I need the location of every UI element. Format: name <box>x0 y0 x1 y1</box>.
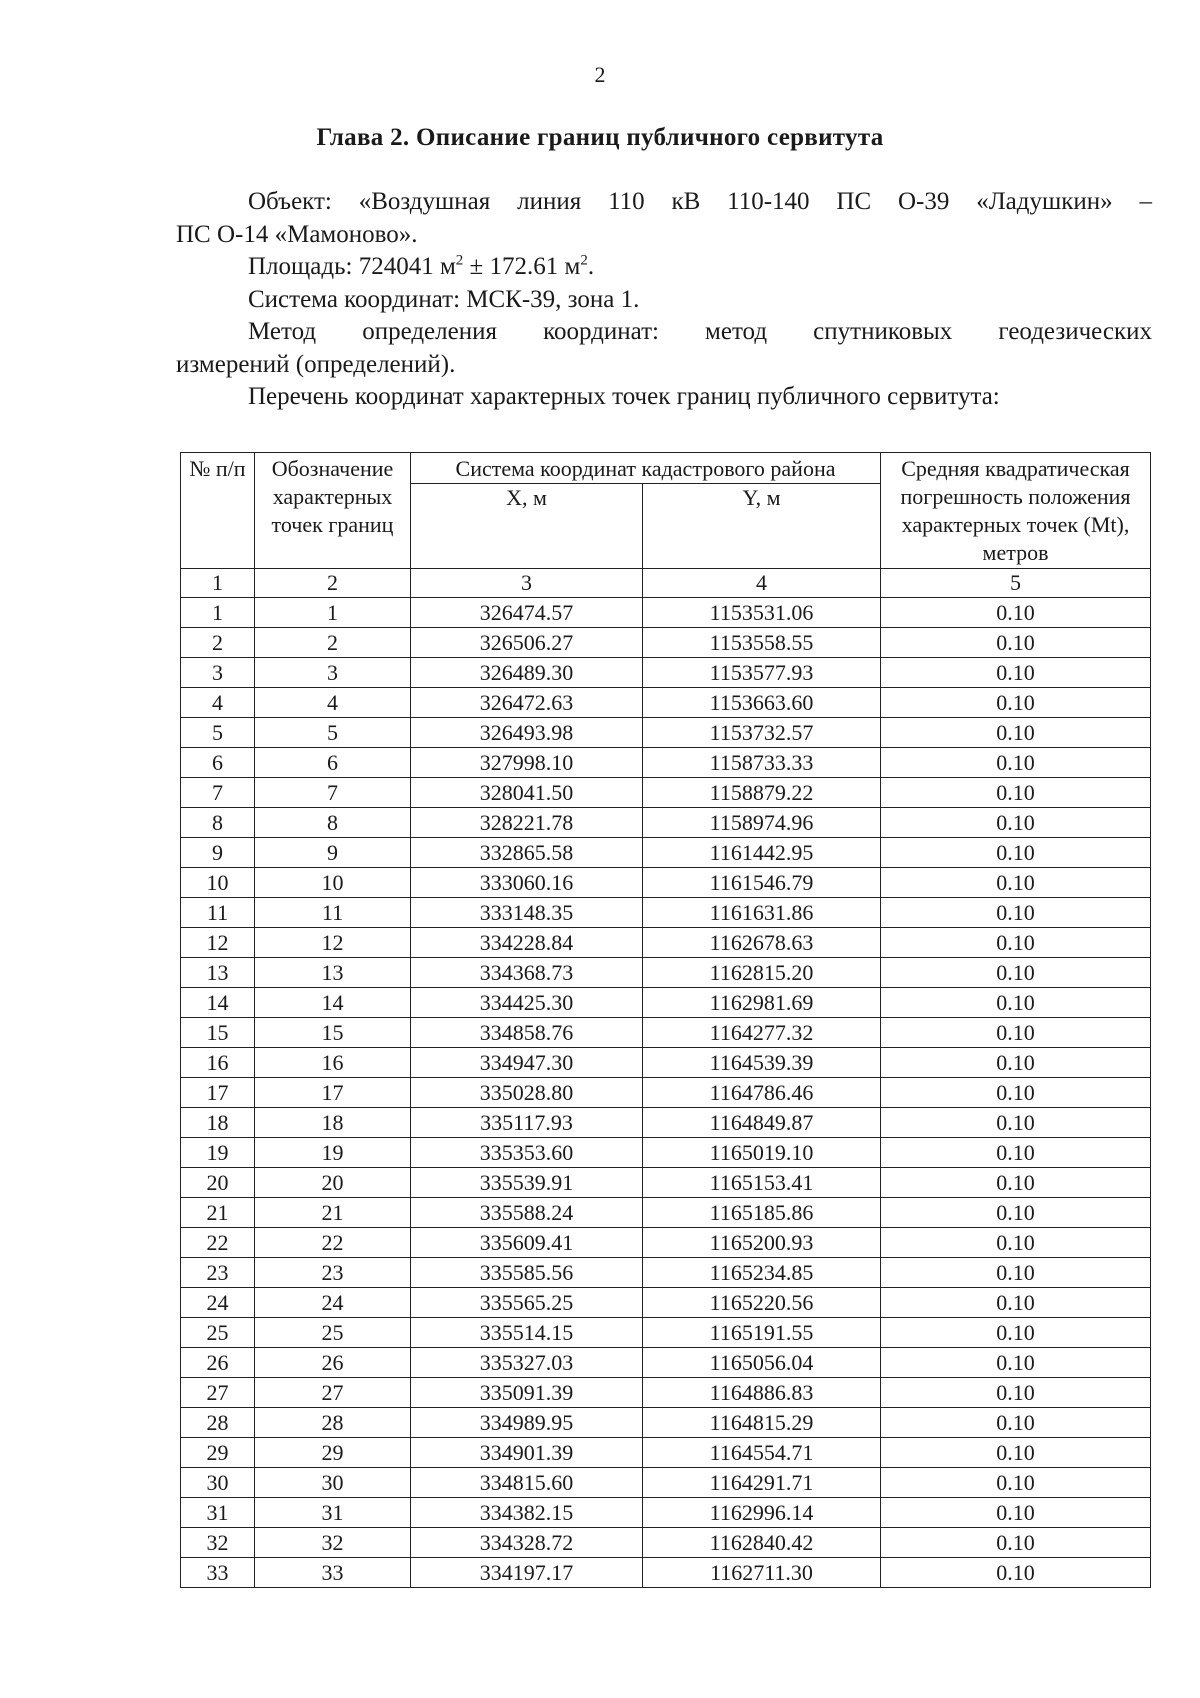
point-designation-cell: 12 <box>255 928 411 958</box>
table-row <box>181 808 1151 838</box>
y-coordinate-cell: 1164277.32 <box>643 1018 881 1048</box>
point-number-cell: 2 <box>181 628 255 658</box>
table-row <box>181 1108 1151 1138</box>
point-number-cell: 21 <box>181 1198 255 1228</box>
x-coordinate-cell: 335514.15 <box>411 1318 643 1348</box>
point-number-cell: 1 <box>181 598 255 628</box>
table-body <box>181 569 1151 1588</box>
error-cell: 0.10 <box>881 1168 1151 1198</box>
point-number-cell: 9 <box>181 838 255 868</box>
error-cell: 0.10 <box>881 658 1151 688</box>
table-row <box>181 718 1151 748</box>
y-coordinate-cell: 1153558.55 <box>643 628 881 658</box>
point-designation-cell: 23 <box>255 1258 411 1288</box>
error-cell: 0.10 <box>881 778 1151 808</box>
point-designation-cell: 18 <box>255 1108 411 1138</box>
point-designation-cell: 7 <box>255 778 411 808</box>
x-coordinate-cell: 334815.60 <box>411 1468 643 1498</box>
y-coordinate-cell: 1165153.41 <box>643 1168 881 1198</box>
table-row <box>181 838 1151 868</box>
point-number-cell: 26 <box>181 1348 255 1378</box>
column-index-cell: 5 <box>881 569 1151 598</box>
table-row <box>181 1378 1151 1408</box>
y-coordinate-cell: 1165220.56 <box>643 1288 881 1318</box>
table-row <box>181 1078 1151 1108</box>
area-superscript: 2 <box>455 252 464 269</box>
point-designation-cell: 21 <box>255 1198 411 1228</box>
area-tolerance: ± 172.61 м <box>463 253 581 280</box>
point-number-cell: 25 <box>181 1318 255 1348</box>
point-number-cell: 14 <box>181 988 255 1018</box>
y-coordinate-cell: 1165234.85 <box>643 1258 881 1288</box>
error-cell: 0.10 <box>881 688 1151 718</box>
x-coordinate-cell: 335028.80 <box>411 1078 643 1108</box>
point-number-cell: 5 <box>181 718 255 748</box>
x-coordinate-cell: 327998.10 <box>411 748 643 778</box>
point-number-cell: 15 <box>181 1018 255 1048</box>
table-row <box>181 658 1151 688</box>
error-cell: 0.10 <box>881 1228 1151 1258</box>
x-coordinate-cell: 326472.63 <box>411 688 643 718</box>
point-number-cell: 6 <box>181 748 255 778</box>
point-designation-cell: 30 <box>255 1468 411 1498</box>
area-superscript-2: 2 <box>580 252 588 269</box>
x-coordinate-cell: 326506.27 <box>411 628 643 658</box>
error-cell: 0.10 <box>881 958 1151 988</box>
error-cell: 0.10 <box>881 1348 1151 1378</box>
x-coordinate-cell: 334328.72 <box>411 1528 643 1558</box>
y-coordinate-cell: 1165056.04 <box>643 1348 881 1378</box>
point-number-cell: 13 <box>181 958 255 988</box>
point-number-cell: 31 <box>181 1498 255 1528</box>
x-coordinate-cell: 335327.03 <box>411 1348 643 1378</box>
point-number-cell: 19 <box>181 1138 255 1168</box>
error-cell: 0.10 <box>881 1018 1151 1048</box>
y-coordinate-cell: 1164886.83 <box>643 1378 881 1408</box>
error-cell: 0.10 <box>881 1318 1151 1348</box>
y-coordinate-cell: 1153577.93 <box>643 658 881 688</box>
error-cell: 0.10 <box>881 598 1151 628</box>
x-coordinate-cell: 326493.98 <box>411 718 643 748</box>
header-number-label: № п/п <box>189 456 246 481</box>
error-cell: 0.10 <box>881 808 1151 838</box>
y-coordinate-cell: 1153732.57 <box>643 718 881 748</box>
x-coordinate-cell: 334901.39 <box>411 1438 643 1468</box>
error-cell: 0.10 <box>881 628 1151 658</box>
x-coordinate-cell: 333148.35 <box>411 898 643 928</box>
point-designation-cell: 1 <box>255 598 411 628</box>
point-designation-cell: 3 <box>255 658 411 688</box>
y-coordinate-cell: 1162678.63 <box>643 928 881 958</box>
table-row <box>181 1408 1151 1438</box>
table-row <box>181 1138 1151 1168</box>
x-coordinate-cell: 335609.41 <box>411 1228 643 1258</box>
error-cell: 0.10 <box>881 1408 1151 1438</box>
error-cell: 0.10 <box>881 1108 1151 1138</box>
x-coordinate-cell: 332865.58 <box>411 838 643 868</box>
list-intro: Перечень координат характерных точек границ публичного сервитута: <box>248 383 1000 410</box>
table-row <box>181 1048 1151 1078</box>
point-designation-cell: 4 <box>255 688 411 718</box>
point-designation-cell: 11 <box>255 898 411 928</box>
point-number-cell: 18 <box>181 1108 255 1138</box>
point-designation-cell: 9 <box>255 838 411 868</box>
y-coordinate-cell: 1161631.86 <box>643 898 881 928</box>
point-number-cell: 12 <box>181 928 255 958</box>
point-designation-cell: 8 <box>255 808 411 838</box>
point-number-cell: 22 <box>181 1228 255 1258</box>
x-coordinate-cell: 334425.30 <box>411 988 643 1018</box>
y-coordinate-cell: 1165185.86 <box>643 1198 881 1228</box>
area-suffix: . <box>587 253 595 280</box>
column-index-cell: 2 <box>255 569 411 598</box>
point-designation-cell: 31 <box>255 1498 411 1528</box>
y-coordinate-cell: 1164554.71 <box>643 1438 881 1468</box>
table-row <box>181 1318 1151 1348</box>
description-text <box>176 186 1152 414</box>
error-cell: 0.10 <box>881 838 1151 868</box>
point-number-cell: 11 <box>181 898 255 928</box>
table-row <box>181 1498 1151 1528</box>
y-coordinate-cell: 1164849.87 <box>643 1108 881 1138</box>
point-number-cell: 8 <box>181 808 255 838</box>
table-row <box>181 898 1151 928</box>
table-row <box>181 1018 1151 1048</box>
error-cell: 0.10 <box>881 718 1151 748</box>
table-row <box>181 1198 1151 1228</box>
header-designation <box>255 453 411 569</box>
point-designation-cell: 15 <box>255 1018 411 1048</box>
error-cell: 0.10 <box>881 1378 1151 1408</box>
error-cell: 0.10 <box>881 1048 1151 1078</box>
y-coordinate-cell: 1164786.46 <box>643 1078 881 1108</box>
point-designation-cell: 17 <box>255 1078 411 1108</box>
point-number-cell: 33 <box>181 1558 255 1588</box>
error-cell: 0.10 <box>881 1438 1151 1468</box>
y-coordinate-cell: 1162996.14 <box>643 1498 881 1528</box>
y-coordinate-cell: 1164539.39 <box>643 1048 881 1078</box>
object-line-continued: ПС О-14 «Мамоново». <box>176 220 418 248</box>
x-coordinate-cell: 334989.95 <box>411 1408 643 1438</box>
table-row <box>181 778 1151 808</box>
point-number-cell: 4 <box>181 688 255 718</box>
point-number-cell: 24 <box>181 1288 255 1318</box>
error-cell: 0.10 <box>881 868 1151 898</box>
point-number-cell: 3 <box>181 658 255 688</box>
header-y: Y, м <box>643 484 881 569</box>
point-number-cell: 27 <box>181 1378 255 1408</box>
header-error <box>881 453 1151 569</box>
y-coordinate-cell: 1158733.33 <box>643 748 881 778</box>
chapter-title: Глава 2. Описание границ публичного сервитута <box>316 124 884 151</box>
object-line: Объект: «Воздушная линия 110 кВ 110-140 ПС О-39 «Ладушкин» – <box>248 188 1152 215</box>
x-coordinate-cell: 334368.73 <box>411 958 643 988</box>
point-designation-cell: 32 <box>255 1528 411 1558</box>
x-coordinate-cell: 334947.30 <box>411 1048 643 1078</box>
y-coordinate-cell: 1158879.22 <box>643 778 881 808</box>
x-coordinate-cell: 334858.76 <box>411 1018 643 1048</box>
point-number-cell: 28 <box>181 1408 255 1438</box>
column-index-cell: 4 <box>643 569 881 598</box>
header-coordinate-system: Система координат кадастрового района <box>411 453 881 484</box>
header-number <box>181 453 255 569</box>
point-number-cell: 23 <box>181 1258 255 1288</box>
point-designation-cell: 19 <box>255 1138 411 1168</box>
x-coordinate-cell: 333060.16 <box>411 868 643 898</box>
coordinates-table <box>180 452 1151 1588</box>
method-line-continued: измерений (определений). <box>176 350 456 378</box>
error-cell: 0.10 <box>881 1528 1151 1558</box>
y-coordinate-cell: 1161546.79 <box>643 868 881 898</box>
point-number-cell: 17 <box>181 1078 255 1108</box>
point-designation-cell: 2 <box>255 628 411 658</box>
y-coordinate-cell: 1153531.06 <box>643 598 881 628</box>
x-coordinate-cell: 334197.17 <box>411 1558 643 1588</box>
point-designation-cell: 28 <box>255 1408 411 1438</box>
y-coordinate-cell: 1165019.10 <box>643 1138 881 1168</box>
table-row <box>181 748 1151 778</box>
table-row <box>181 1558 1151 1588</box>
column-index-cell: 3 <box>411 569 643 598</box>
point-designation-cell: 27 <box>255 1378 411 1408</box>
method-line: Метод определения координат: метод спутниковых геодезических <box>248 318 1152 345</box>
error-cell: 0.10 <box>881 1198 1151 1228</box>
error-cell: 0.10 <box>881 748 1151 778</box>
column-index-row <box>181 569 1151 598</box>
point-number-cell: 10 <box>181 868 255 898</box>
error-cell: 0.10 <box>881 1258 1151 1288</box>
header-designation-label: Обозначение характерных точек границ <box>271 456 394 537</box>
x-coordinate-cell: 334228.84 <box>411 928 643 958</box>
point-designation-cell: 10 <box>255 868 411 898</box>
x-coordinate-cell: 335353.60 <box>411 1138 643 1168</box>
point-designation-cell: 22 <box>255 1228 411 1258</box>
coordinate-system-line: Система координат: МСК-39, зона 1. <box>248 285 640 313</box>
header-error-label: Средняя квадратическая погрешность положения характерных точек (Mt), метров <box>900 456 1131 565</box>
error-cell: 0.10 <box>881 1468 1151 1498</box>
x-coordinate-cell: 335565.25 <box>411 1288 643 1318</box>
table-row <box>181 868 1151 898</box>
x-coordinate-cell: 334382.15 <box>411 1498 643 1528</box>
table-row <box>181 688 1151 718</box>
table-row <box>181 1348 1151 1378</box>
column-index-cell: 1 <box>181 569 255 598</box>
area-prefix: Площадь: 724041 м <box>248 253 456 280</box>
point-number-cell: 16 <box>181 1048 255 1078</box>
y-coordinate-cell: 1164291.71 <box>643 1468 881 1498</box>
y-coordinate-cell: 1158974.96 <box>643 808 881 838</box>
point-designation-cell: 6 <box>255 748 411 778</box>
point-number-cell: 29 <box>181 1438 255 1468</box>
error-cell: 0.10 <box>881 1138 1151 1168</box>
point-number-cell: 7 <box>181 778 255 808</box>
point-designation-cell: 5 <box>255 718 411 748</box>
error-cell: 0.10 <box>881 1558 1151 1588</box>
point-number-cell: 30 <box>181 1468 255 1498</box>
x-coordinate-cell: 335585.56 <box>411 1258 643 1288</box>
error-cell: 0.10 <box>881 898 1151 928</box>
y-coordinate-cell: 1162840.42 <box>643 1528 881 1558</box>
error-cell: 0.10 <box>881 928 1151 958</box>
point-designation-cell: 13 <box>255 958 411 988</box>
table-row <box>181 1168 1151 1198</box>
point-designation-cell: 20 <box>255 1168 411 1198</box>
table-row <box>181 1288 1151 1318</box>
point-designation-cell: 14 <box>255 988 411 1018</box>
y-coordinate-cell: 1165200.93 <box>643 1228 881 1258</box>
table-row <box>181 1438 1151 1468</box>
x-coordinate-cell: 335539.91 <box>411 1168 643 1198</box>
point-number-cell: 20 <box>181 1168 255 1198</box>
point-designation-cell: 24 <box>255 1288 411 1318</box>
table-row <box>181 928 1151 958</box>
table-row <box>181 1528 1151 1558</box>
point-designation-cell: 25 <box>255 1318 411 1348</box>
page-number: 2 <box>594 62 606 87</box>
y-coordinate-cell: 1164815.29 <box>643 1408 881 1438</box>
point-designation-cell: 16 <box>255 1048 411 1078</box>
x-coordinate-cell: 335588.24 <box>411 1198 643 1228</box>
table-row <box>181 1228 1151 1258</box>
table-row <box>181 958 1151 988</box>
y-coordinate-cell: 1162981.69 <box>643 988 881 1018</box>
table-row <box>181 1468 1151 1498</box>
table-row <box>181 988 1151 1018</box>
x-coordinate-cell: 328041.50 <box>411 778 643 808</box>
point-designation-cell: 26 <box>255 1348 411 1378</box>
x-coordinate-cell: 328221.78 <box>411 808 643 838</box>
y-coordinate-cell: 1162815.20 <box>643 958 881 988</box>
error-cell: 0.10 <box>881 1078 1151 1108</box>
area-line <box>176 251 1152 284</box>
table-row <box>181 1258 1151 1288</box>
error-cell: 0.10 <box>881 1498 1151 1528</box>
table-row <box>181 628 1151 658</box>
x-coordinate-cell: 326489.30 <box>411 658 643 688</box>
y-coordinate-cell: 1165191.55 <box>643 1318 881 1348</box>
y-coordinate-cell: 1162711.30 <box>643 1558 881 1588</box>
point-number-cell: 32 <box>181 1528 255 1558</box>
y-coordinate-cell: 1161442.95 <box>643 838 881 868</box>
table-row <box>181 598 1151 628</box>
error-cell: 0.10 <box>881 988 1151 1018</box>
point-designation-cell: 33 <box>255 1558 411 1588</box>
x-coordinate-cell: 326474.57 <box>411 598 643 628</box>
header-x: X, м <box>411 484 643 569</box>
x-coordinate-cell: 335117.93 <box>411 1108 643 1138</box>
x-coordinate-cell: 335091.39 <box>411 1378 643 1408</box>
point-designation-cell: 29 <box>255 1438 411 1468</box>
y-coordinate-cell: 1153663.60 <box>643 688 881 718</box>
error-cell: 0.10 <box>881 1288 1151 1318</box>
